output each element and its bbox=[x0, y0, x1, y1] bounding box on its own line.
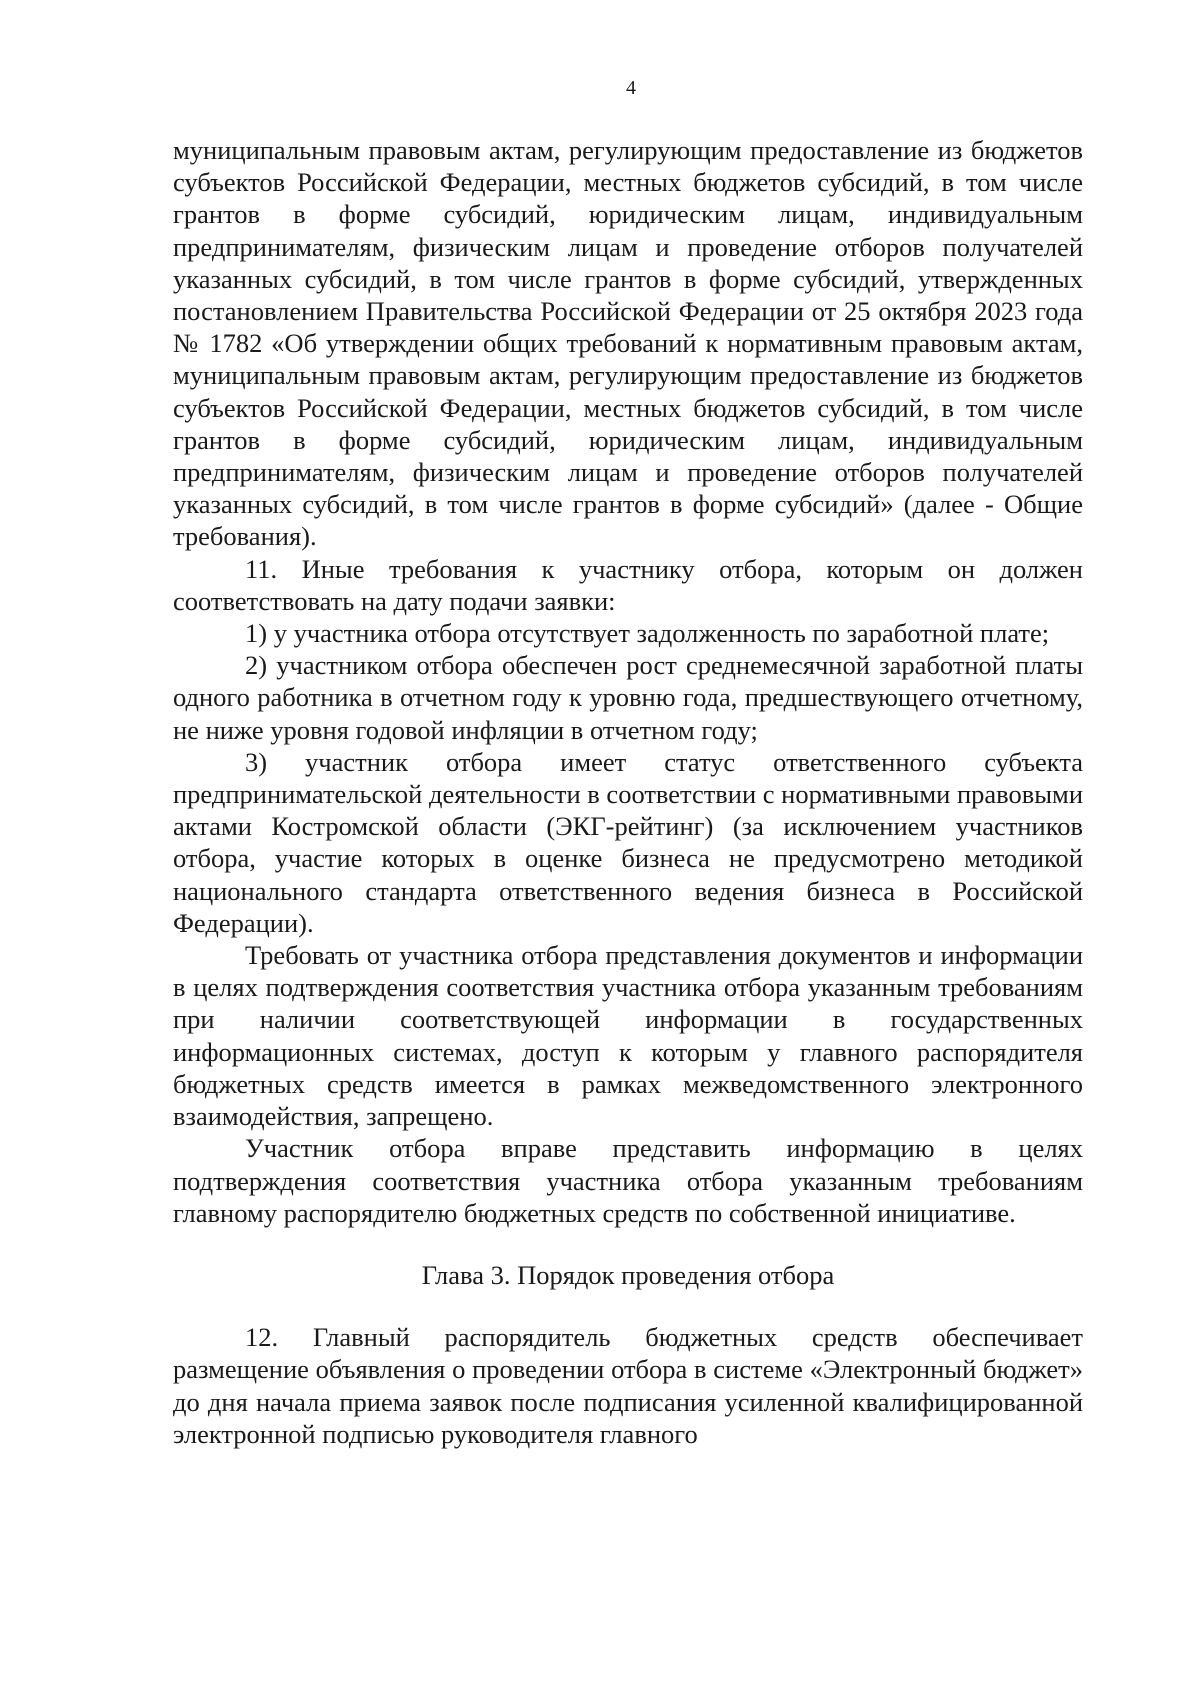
paragraph-item-11: 11. Иные требования к участнику отбора, которым он должен соответствовать на дату подачи заявки: bbox=[173, 553, 1083, 616]
document-body bbox=[173, 134, 1083, 1450]
paragraph-item-11-3: 3) участник отбора имеет статус ответственного субъекта предпринимательской деятельности в соответствии с нормативными правовыми актами Костромской области (ЭКГ-рейтинг) (за исключением участников отбора, участие которых в оценке бизнеса не предусмотрено методикой национального стандарта ответственного ведения бизнеса в Российской Федерации). bbox=[173, 746, 1084, 938]
chapter-heading: Глава 3. Порядок проведения отбора bbox=[421, 1259, 835, 1290]
paragraph-participant-right: Участник отбора вправе представить информацию в целях подтверждения соответствия участника отбора указанным требованиям главному распорядителю бюджетных средств по собственной инициативе. bbox=[173, 1133, 1083, 1228]
paragraph-item-12: 12. Главный распорядитель бюджетных средств обеспечивает размещение объявления о проведении отбора в системе «Электронный бюджет» до дня начала приема заявок после подписания усиленной квалифицированной электронной подписью руководителя главного bbox=[173, 1322, 1083, 1449]
paragraph-item-11-2: 2) участником отбора обеспечен рост среднемесячной заработной платы одного работника в отчетном году к уровню года, предшествующего отчетному, не ниже уровня годовой инфляции в отчетном году; bbox=[173, 650, 1083, 745]
page-number: 4 bbox=[626, 77, 636, 99]
paragraph-continuation: муниципальным правовым актам, регулирующим предоставление из бюджетов субъектов Российской Федерации, местных бюджетов субсидий, в том числе грантов в форме субсидий, юридическим лицам, индивидуальным предпринимателям, физическим лицам и проведение отборов получателей указанных субсидий, в том числе грантов в форме субсидий, утвержденных постановлением Правительства Российской Федерации от 25 октября 2023 года № 1782 «Об утверждении общих требований к нормативным правовым актам, муниципальным правовым актам, регулирующим предоставление из бюджетов субъектов Российской Федерации, местных бюджетов субсидий, в том числе грантов в форме субсидий, юридическим лицам, индивидуальным предпринимателям, физическим лицам и проведение отборов получателей указанных субсидий, в том числе грантов в форме субсидий» (далее - Общие требования). bbox=[173, 135, 1083, 552]
paragraph-prohibition: Требовать от участника отбора представления документов и информации в целях подтверждения соответствия участника отбора указанным требованиям при наличии соответствующей информации в государственных информационных системах, доступ к которым у главного распорядителя бюджетных средств имеется в рамках межведомственного электронного взаимодействия, запрещено. bbox=[173, 940, 1083, 1132]
paragraph-item-11-1: 1) у участника отбора отсутствует задолженность по заработной плате; bbox=[245, 618, 1050, 649]
